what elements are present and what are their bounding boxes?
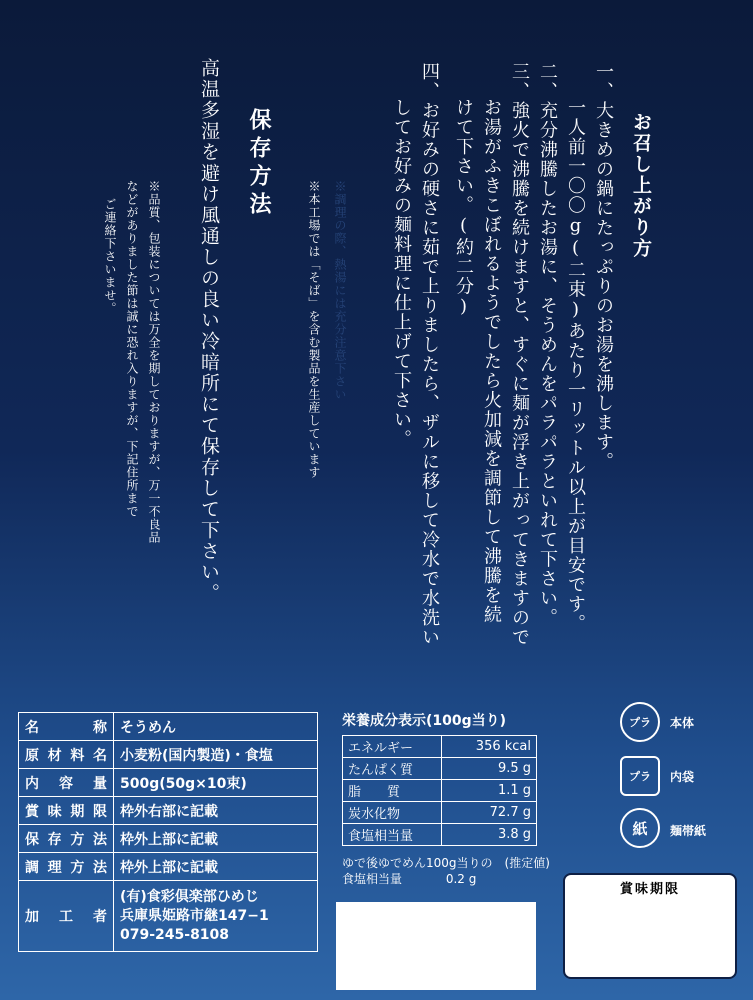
- nutrient-value: 1.1 g: [442, 780, 537, 802]
- plastic-recycle-icon: プラ: [620, 702, 660, 742]
- howto-line: 三、強火で沸騰を続けますと、すぐに麺が浮き上がってきますので: [509, 62, 530, 647]
- info-label: 保存方法: [19, 825, 114, 853]
- maker-name: (有)食彩倶楽部ひめじ: [120, 888, 259, 905]
- product-info-table: [18, 712, 318, 952]
- nutrient-name: たんぱく質: [343, 758, 442, 780]
- info-value: 枠外上部に記載: [114, 825, 318, 853]
- quality-note-line: ※品質、包装については万全を期しておりますが、万一不良品: [147, 180, 161, 544]
- best-before-box: [563, 873, 737, 979]
- howto-line: 一、大きめの鍋にたっぷりのお湯を沸します。: [593, 62, 614, 472]
- table-row: [19, 741, 318, 769]
- table-row: [19, 825, 318, 853]
- nutrient-value: 72.7 g: [442, 802, 537, 824]
- storage-line: 高温多湿を避け風通しの良い冷暗所にて保存して下さい。: [198, 58, 220, 604]
- boiled-value: 0.2 g: [445, 872, 477, 886]
- info-label: 賞味期限: [19, 797, 114, 825]
- table-row: [343, 824, 537, 846]
- nutrient-name: エネルギー: [343, 736, 442, 758]
- info-label: 内容量: [19, 769, 114, 797]
- nutrient-name: 食塩相当量: [343, 824, 442, 846]
- maker-phone: 079-245-8108: [120, 926, 230, 943]
- howto-line: お湯がふきこぼれるようでしたら火加減を調節して沸騰を続: [481, 98, 502, 625]
- boiled-title: ゆで後ゆでめん100g当りの (推定値): [342, 856, 550, 870]
- info-label: 調理方法: [19, 853, 114, 881]
- boiled-row: [342, 871, 550, 887]
- nutrient-name: 炭水化物: [343, 802, 442, 824]
- info-value: 500g(50g×10束): [114, 769, 318, 797]
- info-value: そうめん: [114, 713, 318, 741]
- quality-note-line: などがありました節は誠に恐れ入りますが、下記住所まで: [125, 180, 139, 518]
- table-row: [19, 769, 318, 797]
- table-row: [343, 802, 537, 824]
- table-row: [343, 780, 537, 802]
- storage-title: 保存方法: [246, 108, 272, 220]
- table-row: [19, 713, 318, 741]
- caution-note: ※調理の際、熱湯には充分注意下さい: [333, 180, 347, 401]
- table-row: [343, 736, 537, 758]
- plastic-recycle-icon: プラ: [620, 756, 660, 796]
- howto-line: けて下さい。(約二分): [453, 98, 474, 319]
- info-value: 小麦粉(国内製造)・食塩: [114, 741, 318, 769]
- table-row: [19, 797, 318, 825]
- maker-value: [114, 881, 318, 952]
- quality-note-line: ご連絡下さいませ。: [103, 198, 117, 315]
- howto-line: 二、充分沸騰したお湯に、そうめんをパラパラといれて下さい。: [537, 62, 558, 628]
- info-value: 枠外上部に記載: [114, 853, 318, 881]
- info-label: 原材料名: [19, 741, 114, 769]
- howto-line: してお好みの麺料理に仕上げて下さい。: [391, 98, 412, 449]
- table-row: [343, 758, 537, 780]
- recycle-label: 内袋: [670, 770, 695, 784]
- info-label: 名 称: [19, 713, 114, 741]
- boiled-name: 食塩相当量: [342, 872, 403, 886]
- factory-note: ※本工場では「そば」を含む製品を生産しています: [307, 180, 321, 479]
- recycle-label: 本体: [670, 716, 695, 730]
- nutrition-title: 栄養成分表示(100g当り): [342, 713, 507, 729]
- maker-address: 兵庫県姫路市継147−1: [120, 907, 269, 924]
- blank-label-box: [336, 902, 536, 990]
- nutrient-name: 脂 質: [343, 780, 442, 802]
- boiled-nutrition-note: [342, 855, 550, 887]
- howto-line: 四、お好みの硬さに茹で上りましたら、ザルに移して冷水で水洗い: [419, 62, 440, 647]
- table-row: [19, 853, 318, 881]
- howto-line: 一人前一〇〇g(二束)あたり一リットル以上が目安です。: [565, 98, 586, 634]
- table-row: [19, 881, 318, 952]
- best-before-label: 賞味期限: [619, 882, 680, 897]
- info-value: 枠外右部に記載: [114, 797, 318, 825]
- paper-recycle-icon: 紙: [620, 808, 660, 848]
- recycle-label: 麺帯紙: [670, 824, 707, 838]
- nutrient-value: 3.8 g: [442, 824, 537, 846]
- howto-title: お召し上がり方: [630, 112, 652, 259]
- maker-label: 加工者: [19, 881, 114, 952]
- nutrition-table: [342, 735, 537, 846]
- nutrient-value: 356 kcal: [442, 736, 537, 758]
- nutrient-value: 9.5 g: [442, 758, 537, 780]
